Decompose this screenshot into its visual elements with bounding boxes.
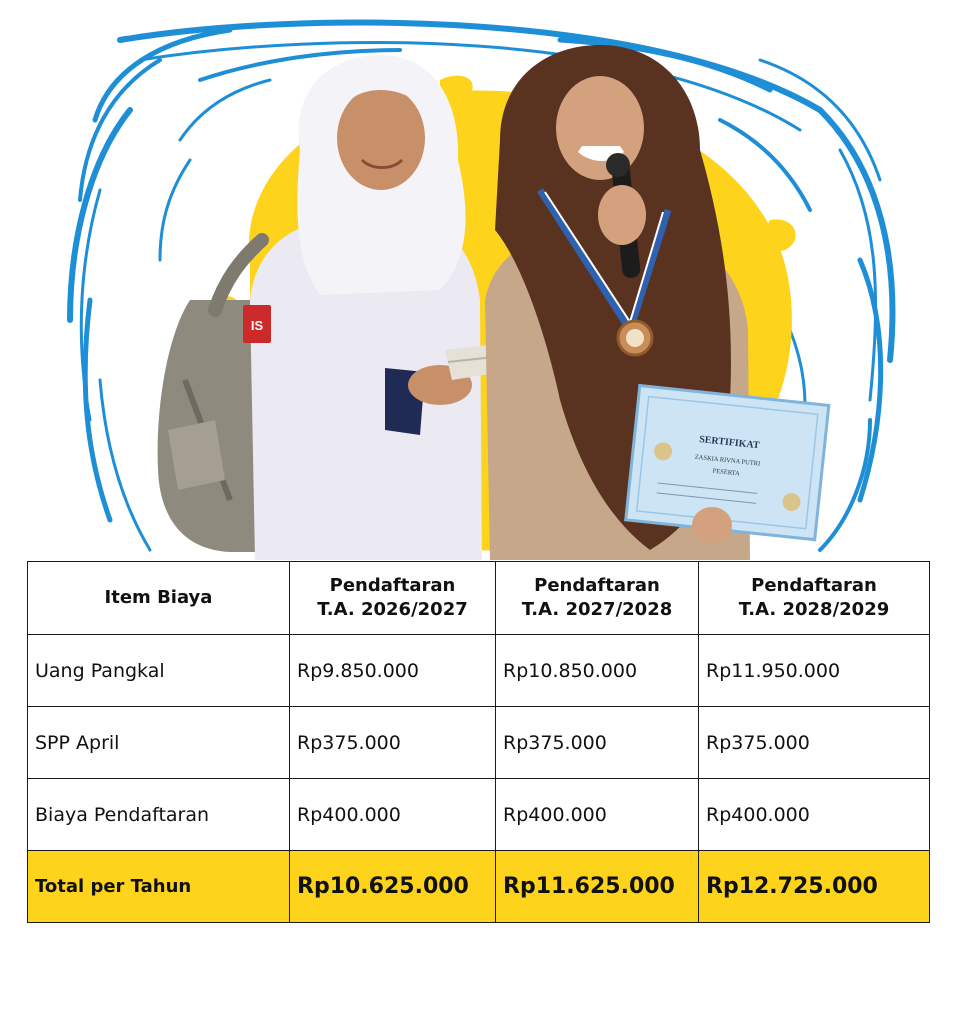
total-value: Rp10.625.000	[290, 851, 496, 923]
header-year: T.A. 2028/2029	[738, 599, 890, 620]
total-value: Rp11.625.000	[496, 851, 699, 923]
certificate-name: ZASKIA RIVNA PUTRI	[694, 453, 761, 468]
fee-table	[27, 561, 930, 923]
row-value: Rp9.850.000	[290, 635, 496, 707]
arm-patch-label: IS	[250, 318, 264, 333]
row-value: Rp400.000	[496, 779, 699, 851]
row-value: Rp400.000	[290, 779, 496, 851]
header-year: T.A. 2026/2027	[317, 599, 468, 620]
row-item-label: Biaya Pendaftaran	[28, 779, 290, 851]
table-header-row	[28, 562, 930, 635]
header-year-2028	[699, 562, 930, 635]
header-label: Pendaftaran	[329, 575, 456, 596]
total-label: Total per Tahun	[28, 851, 290, 923]
header-label: Pendaftaran	[534, 575, 660, 596]
total-value: Rp12.725.000	[699, 851, 930, 923]
row-value: Rp375.000	[290, 707, 496, 779]
row-value: Rp10.850.000	[496, 635, 699, 707]
row-value: Rp375.000	[496, 707, 699, 779]
header-item-biaya: Item Biaya	[28, 562, 290, 635]
table-row-spp-april	[28, 707, 930, 779]
row-value: Rp11.950.000	[699, 635, 930, 707]
row-value: Rp400.000	[699, 779, 930, 851]
row-item-label: Uang Pangkal	[28, 635, 290, 707]
header-year-2027	[496, 562, 699, 635]
table-row-biaya-pendaftaran	[28, 779, 930, 851]
row-value: Rp375.000	[699, 707, 930, 779]
certificate-role: PESERTA	[712, 467, 741, 478]
row-item-label: SPP April	[28, 707, 290, 779]
header-year-2026	[290, 562, 496, 635]
certificate-title: SERTIFIKAT	[698, 434, 761, 452]
table-row-total	[28, 851, 930, 923]
table-row-uang-pangkal	[28, 635, 930, 707]
header-year: T.A. 2027/2028	[521, 599, 673, 620]
header-label: Pendaftaran	[751, 575, 877, 596]
